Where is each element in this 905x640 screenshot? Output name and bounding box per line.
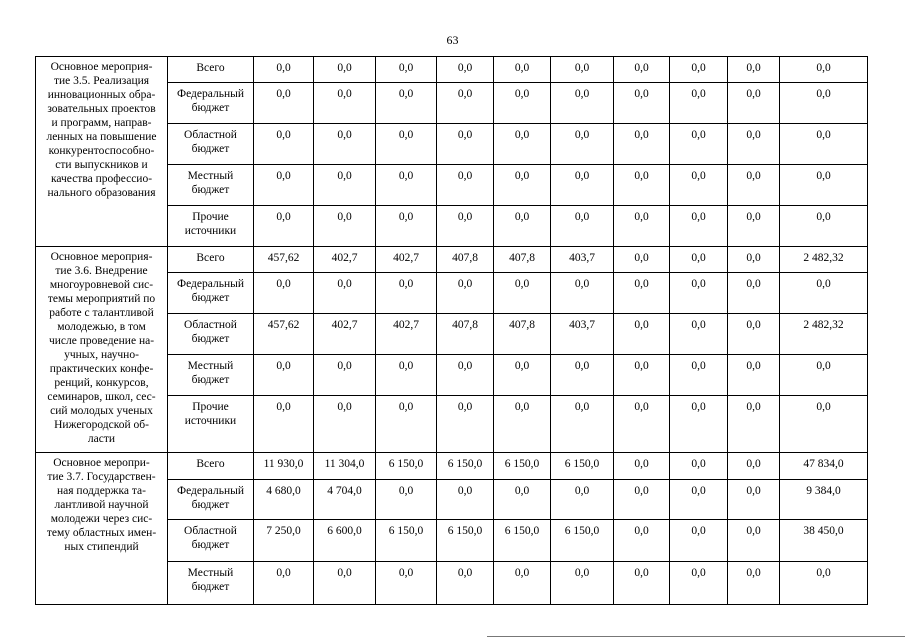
amount-cell: 0,0 (728, 124, 780, 165)
amount-cell: 0,0 (314, 206, 376, 247)
amount-cell: 0,0 (670, 57, 728, 83)
amount-cell: 0,0 (437, 355, 494, 396)
amount-cell: 0,0 (551, 83, 614, 124)
funding-source: Федеральный бюджет (168, 83, 254, 124)
activity-name: Основное мероприя- тие 3.6. Внедрение многоуровневой сис- темы мероприятий по работе с талантливой молодежью, в том числе проведение на- учных, научно- практических конфе- ренций, конкурсов, семинаров, школ, сес- сий молодых ученых Нижегородской об- ласти (36, 247, 168, 453)
amount-cell: 0,0 (728, 206, 780, 247)
amount-cell: 6 600,0 (314, 520, 376, 562)
amount-cell: 0,0 (670, 355, 728, 396)
amount-cell: 0,0 (670, 520, 728, 562)
amount-cell: 0,0 (728, 83, 780, 124)
amount-cell: 0,0 (437, 83, 494, 124)
amount-cell: 0,0 (314, 355, 376, 396)
funding-source: Местный бюджет (168, 165, 254, 206)
amount-cell: 0,0 (494, 165, 551, 206)
amount-cell: 47 834,0 (780, 453, 868, 480)
amount-cell: 0,0 (614, 396, 670, 453)
amount-cell: 0,0 (376, 273, 437, 314)
amount-cell: 0,0 (614, 273, 670, 314)
amount-cell: 0,0 (670, 124, 728, 165)
amount-cell: 407,8 (437, 314, 494, 355)
amount-cell: 0,0 (254, 396, 314, 453)
amount-cell: 0,0 (376, 124, 437, 165)
amount-cell: 402,7 (376, 247, 437, 273)
amount-cell: 6 150,0 (551, 520, 614, 562)
amount-cell: 0,0 (254, 124, 314, 165)
amount-cell: 6 150,0 (437, 520, 494, 562)
amount-cell: 0,0 (376, 83, 437, 124)
amount-cell: 0,0 (780, 396, 868, 453)
amount-cell: 0,0 (437, 165, 494, 206)
amount-cell: 0,0 (614, 124, 670, 165)
amount-cell: 457,62 (254, 247, 314, 273)
amount-cell: 0,0 (728, 314, 780, 355)
amount-cell: 0,0 (254, 355, 314, 396)
funding-table (35, 56, 868, 605)
amount-cell: 402,7 (376, 314, 437, 355)
page-number: 63 (446, 33, 459, 47)
amount-cell: 0,0 (494, 273, 551, 314)
amount-cell: 0,0 (670, 206, 728, 247)
amount-cell: 0,0 (614, 355, 670, 396)
amount-cell: 407,8 (494, 314, 551, 355)
amount-cell: 457,62 (254, 314, 314, 355)
amount-cell: 7 250,0 (254, 520, 314, 562)
amount-cell: 0,0 (614, 562, 670, 605)
amount-cell: 0,0 (551, 273, 614, 314)
amount-cell: 9 384,0 (780, 480, 868, 520)
funding-source: Всего (168, 453, 254, 480)
amount-cell: 0,0 (254, 165, 314, 206)
amount-cell: 0,0 (551, 124, 614, 165)
amount-cell: 407,8 (494, 247, 551, 273)
amount-cell: 0,0 (670, 247, 728, 273)
amount-cell: 0,0 (728, 562, 780, 605)
amount-cell: 0,0 (254, 273, 314, 314)
amount-cell: 0,0 (728, 355, 780, 396)
amount-cell: 0,0 (728, 520, 780, 562)
amount-cell: 4 680,0 (254, 480, 314, 520)
funding-source: Прочие источники (168, 206, 254, 247)
amount-cell: 6 150,0 (494, 520, 551, 562)
amount-cell: 0,0 (728, 273, 780, 314)
amount-cell: 0,0 (670, 83, 728, 124)
funding-source: Всего (168, 247, 254, 273)
amount-cell: 0,0 (376, 480, 437, 520)
amount-cell: 0,0 (494, 480, 551, 520)
amount-cell: 0,0 (614, 57, 670, 83)
funding-source: Областной бюджет (168, 124, 254, 165)
amount-cell: 0,0 (614, 520, 670, 562)
amount-cell: 0,0 (551, 480, 614, 520)
amount-cell: 6 150,0 (376, 453, 437, 480)
amount-cell: 0,0 (728, 247, 780, 273)
funding-source: Федеральный бюджет (168, 273, 254, 314)
amount-cell: 0,0 (614, 165, 670, 206)
amount-cell: 0,0 (314, 124, 376, 165)
amount-cell: 0,0 (670, 165, 728, 206)
amount-cell: 0,0 (254, 57, 314, 83)
table-body (36, 57, 868, 605)
amount-cell: 403,7 (551, 314, 614, 355)
amount-cell: 0,0 (670, 562, 728, 605)
amount-cell: 0,0 (437, 206, 494, 247)
amount-cell: 0,0 (437, 480, 494, 520)
amount-cell: 0,0 (614, 480, 670, 520)
amount-cell: 0,0 (551, 165, 614, 206)
amount-cell: 0,0 (780, 273, 868, 314)
amount-cell: 0,0 (728, 396, 780, 453)
amount-cell: 0,0 (376, 206, 437, 247)
amount-cell: 2 482,32 (780, 247, 868, 273)
funding-source: Всего (168, 57, 254, 83)
amount-cell: 0,0 (314, 273, 376, 314)
amount-cell: 0,0 (494, 83, 551, 124)
amount-cell: 0,0 (254, 206, 314, 247)
amount-cell: 0,0 (670, 396, 728, 453)
funding-source: Федеральный бюджет (168, 480, 254, 520)
amount-cell: 0,0 (314, 396, 376, 453)
amount-cell: 6 150,0 (376, 520, 437, 562)
amount-cell: 402,7 (314, 314, 376, 355)
amount-cell: 11 930,0 (254, 453, 314, 480)
table-row (36, 247, 868, 273)
funding-source: Областной бюджет (168, 314, 254, 355)
amount-cell: 0,0 (551, 57, 614, 83)
funding-source: Местный бюджет (168, 355, 254, 396)
funding-source: Прочие источники (168, 396, 254, 453)
amount-cell: 0,0 (728, 57, 780, 83)
amount-cell: 0,0 (314, 562, 376, 605)
amount-cell: 0,0 (728, 480, 780, 520)
amount-cell: 4 704,0 (314, 480, 376, 520)
amount-cell: 402,7 (314, 247, 376, 273)
amount-cell: 0,0 (494, 124, 551, 165)
amount-cell: 407,8 (437, 247, 494, 273)
amount-cell: 0,0 (437, 273, 494, 314)
amount-cell: 0,0 (780, 83, 868, 124)
amount-cell: 0,0 (494, 562, 551, 605)
funding-source: Областной бюджет (168, 520, 254, 562)
amount-cell: 0,0 (254, 562, 314, 605)
amount-cell: 0,0 (670, 480, 728, 520)
amount-cell: 0,0 (780, 165, 868, 206)
amount-cell: 0,0 (728, 165, 780, 206)
activity-name: Основное меропри- тие 3.7. Государствен- ная поддержка та- лантливой научной молодежи через сис- тему областных имен- ных стипендий (36, 453, 168, 605)
amount-cell: 0,0 (376, 57, 437, 83)
amount-cell: 0,0 (437, 396, 494, 453)
amount-cell: 6 150,0 (437, 453, 494, 480)
amount-cell: 0,0 (314, 83, 376, 124)
activity-name: Основное мероприя- тие 3.5. Реализация инновационных обра- зовательных проектов и программ, направ- ленных на повышение конкурентоспособно- сти выпускников и качества профессио- нального образования (36, 57, 168, 247)
amount-cell: 0,0 (494, 57, 551, 83)
amount-cell: 403,7 (551, 247, 614, 273)
amount-cell: 0,0 (376, 396, 437, 453)
amount-cell: 0,0 (670, 453, 728, 480)
amount-cell: 0,0 (314, 57, 376, 83)
amount-cell: 0,0 (614, 247, 670, 273)
amount-cell: 0,0 (780, 57, 868, 83)
amount-cell: 0,0 (780, 562, 868, 605)
amount-cell: 0,0 (376, 165, 437, 206)
table-row (36, 453, 868, 480)
amount-cell: 0,0 (614, 206, 670, 247)
amount-cell: 0,0 (437, 57, 494, 83)
amount-cell: 6 150,0 (551, 453, 614, 480)
amount-cell: 0,0 (728, 453, 780, 480)
amount-cell: 0,0 (254, 83, 314, 124)
amount-cell: 0,0 (670, 314, 728, 355)
amount-cell: 0,0 (780, 124, 868, 165)
amount-cell: 2 482,32 (780, 314, 868, 355)
amount-cell: 0,0 (376, 562, 437, 605)
funding-source: Местный бюджет (168, 562, 254, 605)
page-bottom-rule (487, 636, 905, 637)
amount-cell: 0,0 (551, 355, 614, 396)
amount-cell: 0,0 (614, 83, 670, 124)
table-row (36, 57, 868, 83)
amount-cell: 0,0 (780, 206, 868, 247)
amount-cell: 0,0 (494, 206, 551, 247)
amount-cell: 0,0 (494, 355, 551, 396)
amount-cell: 0,0 (314, 165, 376, 206)
amount-cell: 38 450,0 (780, 520, 868, 562)
amount-cell: 0,0 (551, 562, 614, 605)
amount-cell: 0,0 (551, 396, 614, 453)
amount-cell: 0,0 (670, 273, 728, 314)
amount-cell: 6 150,0 (494, 453, 551, 480)
amount-cell: 0,0 (376, 355, 437, 396)
amount-cell: 0,0 (551, 206, 614, 247)
amount-cell: 0,0 (437, 124, 494, 165)
amount-cell: 11 304,0 (314, 453, 376, 480)
amount-cell: 0,0 (614, 453, 670, 480)
amount-cell: 0,0 (614, 314, 670, 355)
amount-cell: 0,0 (780, 355, 868, 396)
amount-cell: 0,0 (437, 562, 494, 605)
amount-cell: 0,0 (494, 396, 551, 453)
